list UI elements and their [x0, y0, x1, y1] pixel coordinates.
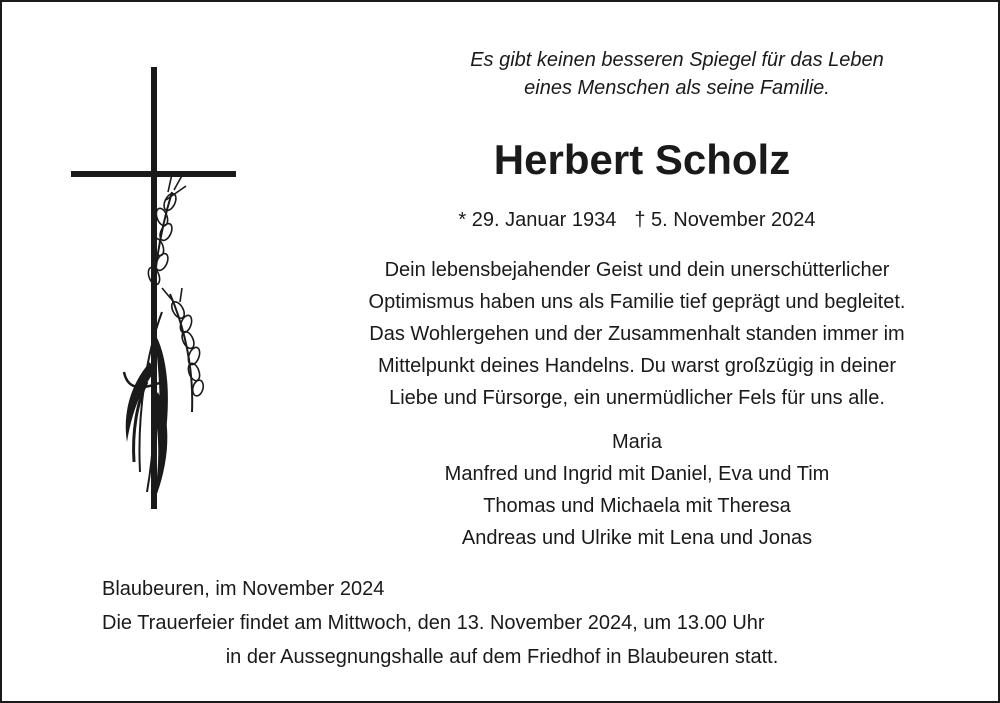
funeral-info: [102, 572, 902, 674]
tribute-line: Dein lebensbejahender Geist und dein unerschütterlicher: [384, 259, 890, 281]
mourners-list: [382, 426, 892, 554]
death-date: † 5. November 2024: [634, 209, 816, 231]
mourner-entry: Manfred und Ingrid mit Daniel, Eva und Tim: [444, 463, 830, 485]
mourner-entry: Andreas und Ulrike mit Lena und Jonas: [461, 527, 813, 549]
deceased-name: Herbert Scholz: [493, 136, 791, 183]
mourner-entry: Maria: [611, 431, 662, 453]
tribute-line: Liebe und Fürsorge, ein unermüdlicher Fels für uns alle.: [389, 387, 885, 409]
tribute-line: Das Wohlergehen und der Zusammenhalt standen immer im: [369, 323, 905, 345]
tribute-text: [302, 254, 972, 414]
service-line: in der Aussegnungshalle auf dem Friedhof in Blaubeuren statt.: [225, 646, 779, 668]
birth-date: * 29. Januar 1934: [458, 209, 617, 231]
life-dates: [382, 206, 892, 234]
tribute-line: Optimismus haben uns als Familie tief geprägt und begleitet.: [368, 291, 906, 313]
mourner-entry: Thomas und Michaela mit Theresa: [483, 495, 791, 517]
family-quote: [442, 46, 912, 102]
cross-with-wheat-icon: [62, 62, 252, 512]
quote-line: Es gibt keinen besseren Spiegel für das Leben: [470, 49, 884, 71]
service-line: Die Trauerfeier findet am Mittwoch, den 13. November 2024, um 13.00 Uhr: [102, 612, 765, 634]
tribute-line: Mittelpunkt deines Handelns. Du warst großzügig in deiner: [377, 355, 897, 377]
quote-line: eines Menschen als seine Familie.: [524, 77, 830, 99]
place-and-date: Blaubeuren, im November 2024: [102, 578, 385, 600]
